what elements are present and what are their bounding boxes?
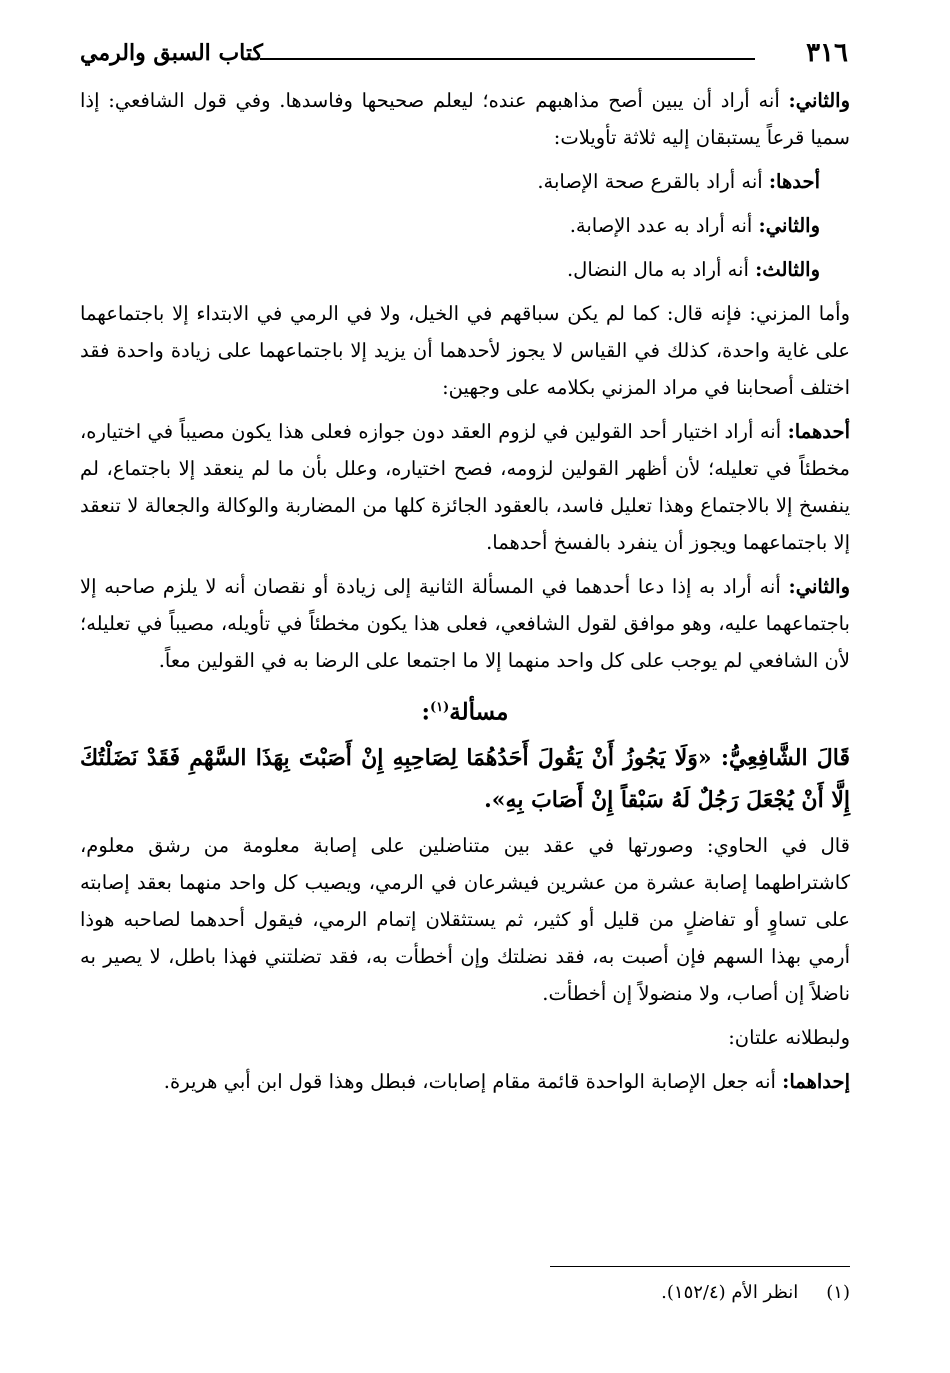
quotation-label: قَالَ الشَّافِعِيُّ: (720, 744, 850, 771)
header-rule (260, 58, 755, 60)
paragraph-text: قال في الحاوي: وصورتها في عقد بين متناضلين على إصابة معلومة من رشق معلوم، كاشتراطهما إصابة عشرة من عشرين فيشرعان في الرمي، ويصيب كل واحد منهما بعقد إصابته على تساوٍ أو تفاضلٍ من قليل أو كثير، ثم يستثقلان إتمام الرمي، فيقول أحدهما لصاحبه هوذا أرمي بهذا السهم فإن أصبت به، فقد نضلتك وإن أخطأت به، فقد تضلتني فهذا باطل، لا يصير به ناضلاً إن أصاب، ولا منضولاً إن أخطأت. (80, 833, 850, 1005)
footnote (80, 1278, 850, 1308)
footnote-text: انظر الأم (١٥٢/٤). (661, 1282, 799, 1303)
paragraph-text: أنه أراد به عدد الإصابة. (569, 214, 759, 237)
paragraph-label: والثاني: (758, 214, 820, 237)
paragraph (80, 568, 850, 679)
paragraph-label: والثاني: (788, 575, 850, 598)
page (80, 30, 850, 1350)
footnote-reference[interactable]: (١) (430, 700, 450, 715)
paragraph-text: أنه أراد اختيار أحد القولين في لزوم العقد دون جوازه فعلى هذا يكون مصيباً في اختياره، مخطئاً في تعليله؛ لأن أظهر القولين لزومه، فصح اختياره، وعلل بأن ما لم ينعقد إلا باجتماع، لم ينفسخ إلا بالاجتماع وهذا تعليل فاسد، بالعقود الجائزة كلها من المضاربة والوكالة والجعالة لا تنعقد إلا باجتماعهما ويجوز أن ينفرد بالفسخ أحدهما. (80, 420, 850, 554)
page-body (80, 82, 850, 1107)
paragraph-label: والثالث: (755, 258, 820, 281)
paragraph-label: والثاني: (788, 89, 850, 112)
paragraph-text: أنه جعل الإصابة الواحدة قائمة مقام إصابات، فبطل وهذا قول ابن أبي هريرة. (163, 1069, 783, 1093)
footnote-marker: (١) (826, 1282, 850, 1303)
paragraph (80, 295, 850, 406)
paragraph-text: ولبطلانه علتان: (728, 1025, 850, 1049)
paragraph (80, 1063, 850, 1100)
paragraph-text: أنه أراد أن يبين أصح مذاهبهم عنده؛ ليعلم صحيحها وفاسدها. وفي قول الشافعي: إذا سميا قرعاً يستبقان إليه ثلاثة تأويلات: (80, 89, 850, 149)
page-number: ٣١٦ (806, 38, 848, 68)
paragraph-text: أنه أراد به مال النضال. (566, 258, 756, 281)
paragraph (80, 827, 850, 1012)
paragraph (80, 251, 850, 288)
paragraph-label: أحدها: (768, 170, 820, 193)
paragraph (80, 413, 850, 561)
paragraph (80, 207, 850, 244)
paragraph (80, 1019, 850, 1056)
paragraph-text: أنه أراد به إذا دعا أحدهما في المسألة الثانية إلى زيادة أو نقصان أنه لا يلزم صاحبه إلا باجتماعهما عليه، وهو موافق لقول الشافعي، فعلى هذا يكون مخطئاً في تأويله، مصيباً في تعليله؛ لأن الشافعي لم يوجب على كل واحد منهما إلا ما اجتمعا على الرضا به في القولين معاً. (80, 575, 850, 672)
quotation (80, 737, 850, 821)
paragraph-text: وأما المزني: فإنه قال: كما لم يكن سباقهم في الخيل، ولا في الرمي في الابتداء إلا باجتماعهما على غاية واحدة، كذلك في القياس لا يجوز لأحدهما أن يزيد إلا باجتماعهما على زيادة واحدة فقد اختلف أصحابنا في مراد المزني بكلامه على وجهين: (80, 302, 850, 399)
section-title: مسألة (449, 698, 509, 726)
section-heading (80, 686, 850, 735)
quotation-text: «وَلَا يَجُوزُ أَنْ يَقُولَ أَحَدُهُمَا لِصَاحِبِهِ إِنْ أَصَبْتَ بِهَذَا السَّهْمِ فَقَدْ نَضَلْتُكَ إِلَّا أَنْ يُجْعَلَ رَجُلٌ لَهُ سَبْقاً إِنْ أَصَابَ بِهِ». (80, 744, 850, 813)
book-title: كتاب السبق والرمي (80, 40, 263, 66)
paragraph (80, 82, 850, 156)
paragraph-label: إحداهما: (782, 1069, 850, 1093)
paragraph-label: أحدهما: (787, 420, 850, 443)
paragraph (80, 163, 850, 200)
page-header (80, 38, 850, 78)
section-colon: : (421, 698, 430, 726)
footnote-rule (550, 1266, 850, 1267)
paragraph-text: أنه أراد بالقرع صحة الإصابة. (537, 170, 769, 193)
